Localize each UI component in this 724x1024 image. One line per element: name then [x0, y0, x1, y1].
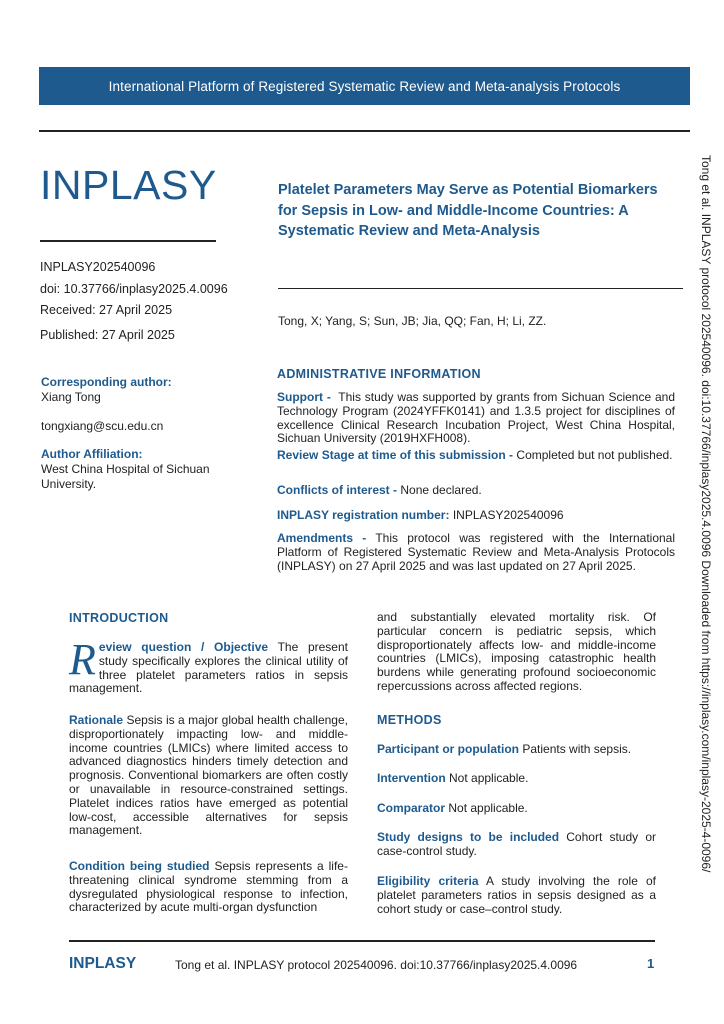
- condition-paragraph: [69, 860, 348, 915]
- introduction-heading: INTRODUCTION: [69, 611, 169, 625]
- page-number: 1: [647, 956, 655, 971]
- rationale-label: Rationale: [69, 713, 124, 727]
- review-question-text: The present study specifically explores the clinical utility of three platelet parameters ratios in sepsis management.: [69, 640, 348, 696]
- support-label: Support -: [277, 390, 331, 404]
- eligibility-text: A study involving the role of platelet parameters ratios in sepsis designed as a cohort study or case–control study.: [377, 874, 657, 916]
- condition-label: Condition being studied: [69, 859, 210, 873]
- population-paragraph: [377, 743, 656, 757]
- review-stage-label: Review Stage at time of this submission -: [277, 448, 514, 462]
- article-title: Platelet Parameters May Serve as Potential Biomarkers for Sepsis in Low- and Middle-Income Countries: A Systematic Review and Meta-Analysis: [278, 182, 658, 239]
- doi-link[interactable]: doi: 10.37766/inplasy2025.4.0096: [40, 282, 228, 296]
- protocol-id: INPLASY202540096: [40, 260, 156, 274]
- footer-citation: Tong et al. INPLASY protocol 202540096. doi:10.37766/inplasy2025.4.0096: [175, 958, 578, 972]
- intervention-text: Not applicable.: [449, 771, 529, 785]
- comparator-label: Comparator: [377, 801, 446, 815]
- conflicts-paragraph: [277, 484, 675, 498]
- corresponding-author-label: Corresponding author:: [41, 375, 172, 389]
- header-banner: [39, 67, 690, 105]
- condition-continued-paragraph: and substantially elevated mortality risk. Of particular concern is pediatric sepsis, which disproportionately affects low- and middle-income countries (LMICs), imposing catastrophic health burdens while generating profound socioeconomic repercussions across affected regions.: [377, 610, 656, 693]
- footer-brand: INPLASY: [69, 955, 137, 972]
- condition-text: Sepsis represents a life-threatening clinical syndrome stemming from a dysregulated physiological response to infection, characterized by acute multi-organ dysfunction: [69, 859, 348, 915]
- eligibility-label: Eligibility criteria: [377, 874, 479, 888]
- comparator-text: Not applicable.: [448, 801, 528, 815]
- intervention-paragraph: [377, 772, 656, 786]
- corresponding-author-name: Xiang Tong: [41, 390, 101, 404]
- review-question-label: eview question / Objective: [98, 640, 269, 654]
- side-citation: Tong et al. INPLASY protocol 202540096. doi:10.37766/inplasy2025.4.0096 Downloaded from https://inplasy.com/inplasy-2025-4-0096/: [699, 155, 713, 873]
- conflicts-text: None declared.: [400, 483, 482, 497]
- study-design-label: Study designs to be included: [377, 830, 560, 844]
- review-stage-paragraph: [277, 449, 675, 463]
- banner-text: International Platform of Registered Systematic Review and Meta-analysis Protocols: [108, 78, 621, 94]
- rationale-text: Sepsis is a major global health challenge, disproportionately impacting low- and middle-income countries (LMICs) where limited access to advanced diagnostics hinders timely detection and prognosis. Conventional biomarkers are often costly or unavailable in resource-constrained settings. Platelet indices ratios have emerged as potential low-cost, accessible alternatives for sepsis management.: [69, 713, 348, 838]
- support-paragraph: [277, 391, 675, 446]
- population-text: Patients with sepsis.: [522, 742, 632, 756]
- footer-divider: [69, 940, 655, 942]
- study-design-text: Cohort study or case-control study.: [377, 830, 656, 858]
- brand-divider: [40, 240, 216, 242]
- admin-heading: ADMINISTRATIVE INFORMATION: [277, 367, 481, 381]
- author-email[interactable]: tongxiang@scu.edu.cn: [41, 419, 164, 433]
- intervention-label: Intervention: [377, 771, 446, 785]
- affiliation-value: West China Hospital of Sichuan University.: [41, 462, 210, 491]
- author-list: Tong, X; Yang, S; Sun, JB; Jia, QQ; Fan, H; Li, ZZ.: [278, 314, 547, 328]
- drop-cap: R: [69, 635, 96, 684]
- affiliation-label: Author Affiliation:: [41, 447, 143, 461]
- review-question-paragraph: [69, 635, 348, 696]
- study-design-paragraph: [377, 831, 656, 859]
- amendments-text: This protocol was registered with the International Platform of Registered Systematic Review and Meta-Analysis Protocols (INPLASY) on 27 April 2025 and was last updated on 27 April 2025.: [277, 531, 676, 573]
- registration-paragraph: [277, 509, 675, 523]
- header-divider: [39, 130, 690, 132]
- registration-number: INPLASY202540096: [452, 508, 564, 522]
- amendments-label: Amendments -: [277, 531, 367, 545]
- brand-logo: INPLASY: [40, 162, 217, 208]
- methods-heading: METHODS: [377, 713, 442, 727]
- received-date: Received: 27 April 2025: [40, 303, 173, 317]
- population-label: Participant or population: [377, 742, 520, 756]
- published-date: Published: 27 April 2025: [40, 328, 175, 342]
- rationale-paragraph: [69, 714, 348, 838]
- eligibility-paragraph: [377, 875, 656, 916]
- comparator-paragraph: [377, 802, 656, 816]
- conflicts-label: Conflicts of interest -: [277, 483, 398, 497]
- registration-label: INPLASY registration number:: [277, 508, 450, 522]
- support-text: This study was supported by grants from Sichuan Science and Technology Program (2024YFFK0141) and 1.3.5 project for disciplines of excellence Clinical Research Incubation Project, West China Hospital, Sichuan University (2019HXFH008).: [277, 390, 675, 446]
- review-stage-text: Completed but not published.: [516, 448, 673, 462]
- title-divider: [278, 288, 683, 289]
- amendments-paragraph: [277, 532, 675, 573]
